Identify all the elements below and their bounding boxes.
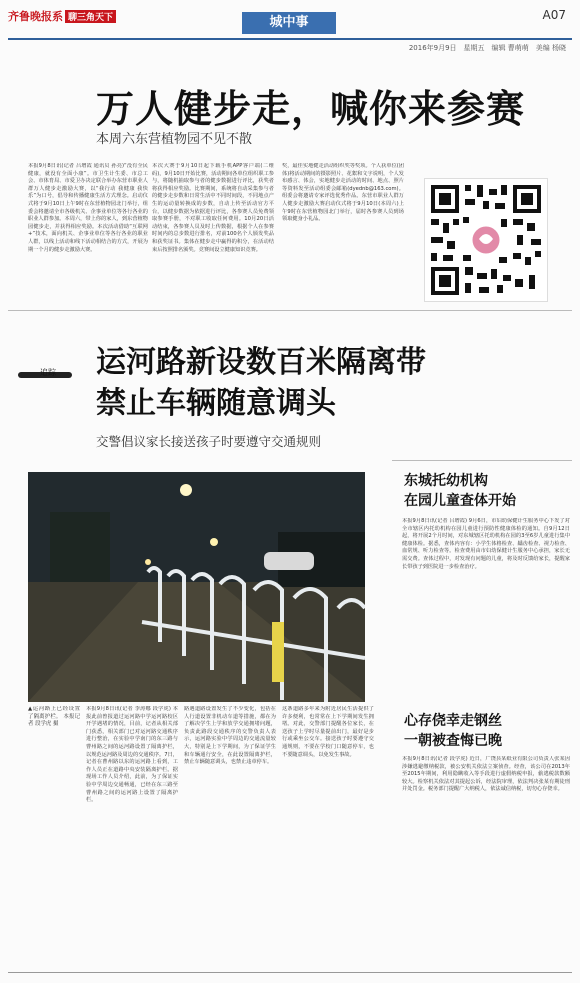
- story3-headline-line2: 在园儿童查体开始: [404, 493, 516, 509]
- page-number: A07: [542, 8, 566, 22]
- story2-headline-line1: 运河路新设数百米隔离带: [96, 345, 426, 380]
- story1-headline: 万人健步走，喊你来参赛: [96, 86, 526, 131]
- story2-kicker: 追踪: [40, 368, 56, 377]
- story4-headline-line1: 心存侥幸走钢丝: [404, 713, 502, 729]
- story1-subtitle: 本周六东营植物园不见不散: [96, 132, 253, 147]
- story3-headline-line1: 东城托幼机构: [404, 473, 488, 489]
- story2-headline-line2: 禁止车辆随意调头: [96, 386, 336, 421]
- footer-rule: [8, 972, 572, 973]
- paper-system: 系: [52, 10, 63, 23]
- story4-headline-line2: 一朝被查悔已晚: [404, 733, 502, 749]
- section-title: 城中事: [242, 12, 336, 34]
- story2-column-3: 这条道路多年来为附近居民生活提供了许多便利，也常常在上下学期间发生拥堵。对此，交警部门提醒各位家长，在送孩子上学时尽量提前出门，最好是步行或乘坐公交车。接送孩子时要遵守交通规则，不要在学校门口随意停车，也不要随意调头，以免发生事故。: [282, 706, 374, 758]
- header-rule: [8, 38, 572, 40]
- story2-subtitle: 交警倡议家长接送孩子时要遵守交通规则: [96, 434, 322, 449]
- dateline: 2016年9月9日 星期五 编辑 曹萌萌 美编 杨晓: [408, 44, 566, 52]
- story2-column-1: 本报9月8日讯(记者 李涛娜 段学虎) 本报此前曾报道过运河路中学运河路校区开学遇堵的情况，目前，记者从相关部门获悉，相关部门已对运河路交通秩序进行整治，在实验中学南门的东三路与曹州路之间的运河路设置了隔离护栏，以规范运河路及周边的交通秩序。7日，记者在曹州路以东的运河路上看到，工作人员正在道路中央安装隔离护栏。据现场工作人员介绍，此前，为了保证实验中学周边交通畅通，已经在东三路至曹州路之间的运河路上设置了隔离护栏。: [86, 706, 178, 804]
- section-divider: [8, 310, 572, 311]
- story1-column-2: 本次大赛于9月10日起下载手机APP客户端(二维码)，9月10日开始比赛，活动期间各单位组织职工参与，将随机抽取参与者的健步数据进行评比，获奖者将获得相应奖励。比赛期间，系统将自动采集参与者的健步走步数和日常生活中不同时间段，不同地点产生的运动量转换成的步数，自动上传至活动官方平台，以健步数据为依据进行评比，各参赛人员免费领取参赛手册，不对职工收取任何费用。10月20日活动结束，各参赛人员及时上传数据，根据个人在参赛时间内的总步数进行排名，对前100名个人颁发奖品和获奖证书。集体在健步走中赢得的积分，在活动结束后按照排名颁奖。竞赛间设立健康知识竞赛。: [152, 163, 274, 253]
- story2-column-2: 路遇道路设置发生了不少变化，包括在人行道设置非机动车道等措施，都在为了解决学生上学和放学交通拥堵问题，负责此路段交通秩序的交警负责人表示，运河路实验中学周边的交通流量较大，特别是上下学期间，为了保证学生和车辆通行安全，在此设置隔离护栏，禁止车辆随意调头，也禁止违章停车。: [184, 706, 276, 766]
- road-barrier-photo: [28, 472, 365, 702]
- story4-body: 本报9月8日讯(记者 段学虎) 近日，广饶县某纸业有限公司负责人张某因涉嫌逃避缴纳税款，被公安机关依法立案侦查。经查，该公司在2013年至2015年期间，利用隐瞒收入等手段进行虚假纳税申报，偷逃税款数额较大。检察机关依法对其提起公诉，经法院审理，依法判决张某有期徒刑并处罚金。税务部门提醒广大纳税人，依法诚信纳税，切勿心存侥幸。: [402, 756, 570, 793]
- qr-code[interactable]: [424, 178, 548, 302]
- right-column-rule: [392, 460, 572, 461]
- story1-column-3: 奖，最佳实地健走活动组织奖等奖项。个人获单位(团体)将活动期间的摄影照片、花絮和文字说明，个人发布感言、体会，实地健步走活动的时间、地点、照片等资料发至活动组委会邮箱(dyednb@163.com)。组委会将邀请专家评选优秀作品。东营市职业人群万人健步走激励大赛启动仪式将于9月10日(本周六)上午9时在东营植物园北门举行，届时各参赛人员到场领取健身小礼品。: [282, 163, 404, 223]
- masthead: [8, 8, 116, 24]
- paper-name: 齐鲁晚报: [8, 10, 52, 23]
- story3-body: 本报9月8日讯(记者 吕增霞) 9月6日，市妇幼保健计生服务中心下发了对全市辖区内托幼机构在园儿童进行预防性健康体检的通知。自9月12日起，将开展2个月时间，对东城辖区托幼机构在园的3至6岁儿童进行集中健康体检。据悉，查体内容有：小学生体格检查、龋齿检查、视力检查、血常规、听力检查等。检查费用由市妇幼保健计生服务中心承担，家长无需交费。查体过程中，对发现有问题的儿童，将及时反馈给家长，提醒家长带孩子到医院进一步检查治疗。: [402, 518, 570, 570]
- edition-tag: 聊三角天下: [65, 10, 116, 23]
- story1-column-1: 本报9月8日讯(记者 吕增霞 通讯员 孙亮)“没有全民健康，就没有全面小康”。市卫生计生委、市总工会、市体育局、市爱卫办决定联合举办东营市职业人群万人健步走激励大赛，以“我行动 我健康 我快乐”为口号，倡导和传播健康生活方式理念。启动仪式将于9月10日上午9时在东营植物园北门举行，组委会将邀请全市各级机关、企事业单位等各行各业的职业人群参加。本周六，带上你的家人，到东营植物园健步走，并获得相应奖励。本次活动借助“互联网+”技术，面向机关、企事业单位等各行各业的职业人群，以线上活动和线下活动相结合的方式，开展为期一个月的健步走激励大赛。: [28, 163, 148, 253]
- photo-caption: ▲运河路上已经设置了隔离护栏。 本报记者 段学虎 摄: [28, 706, 80, 728]
